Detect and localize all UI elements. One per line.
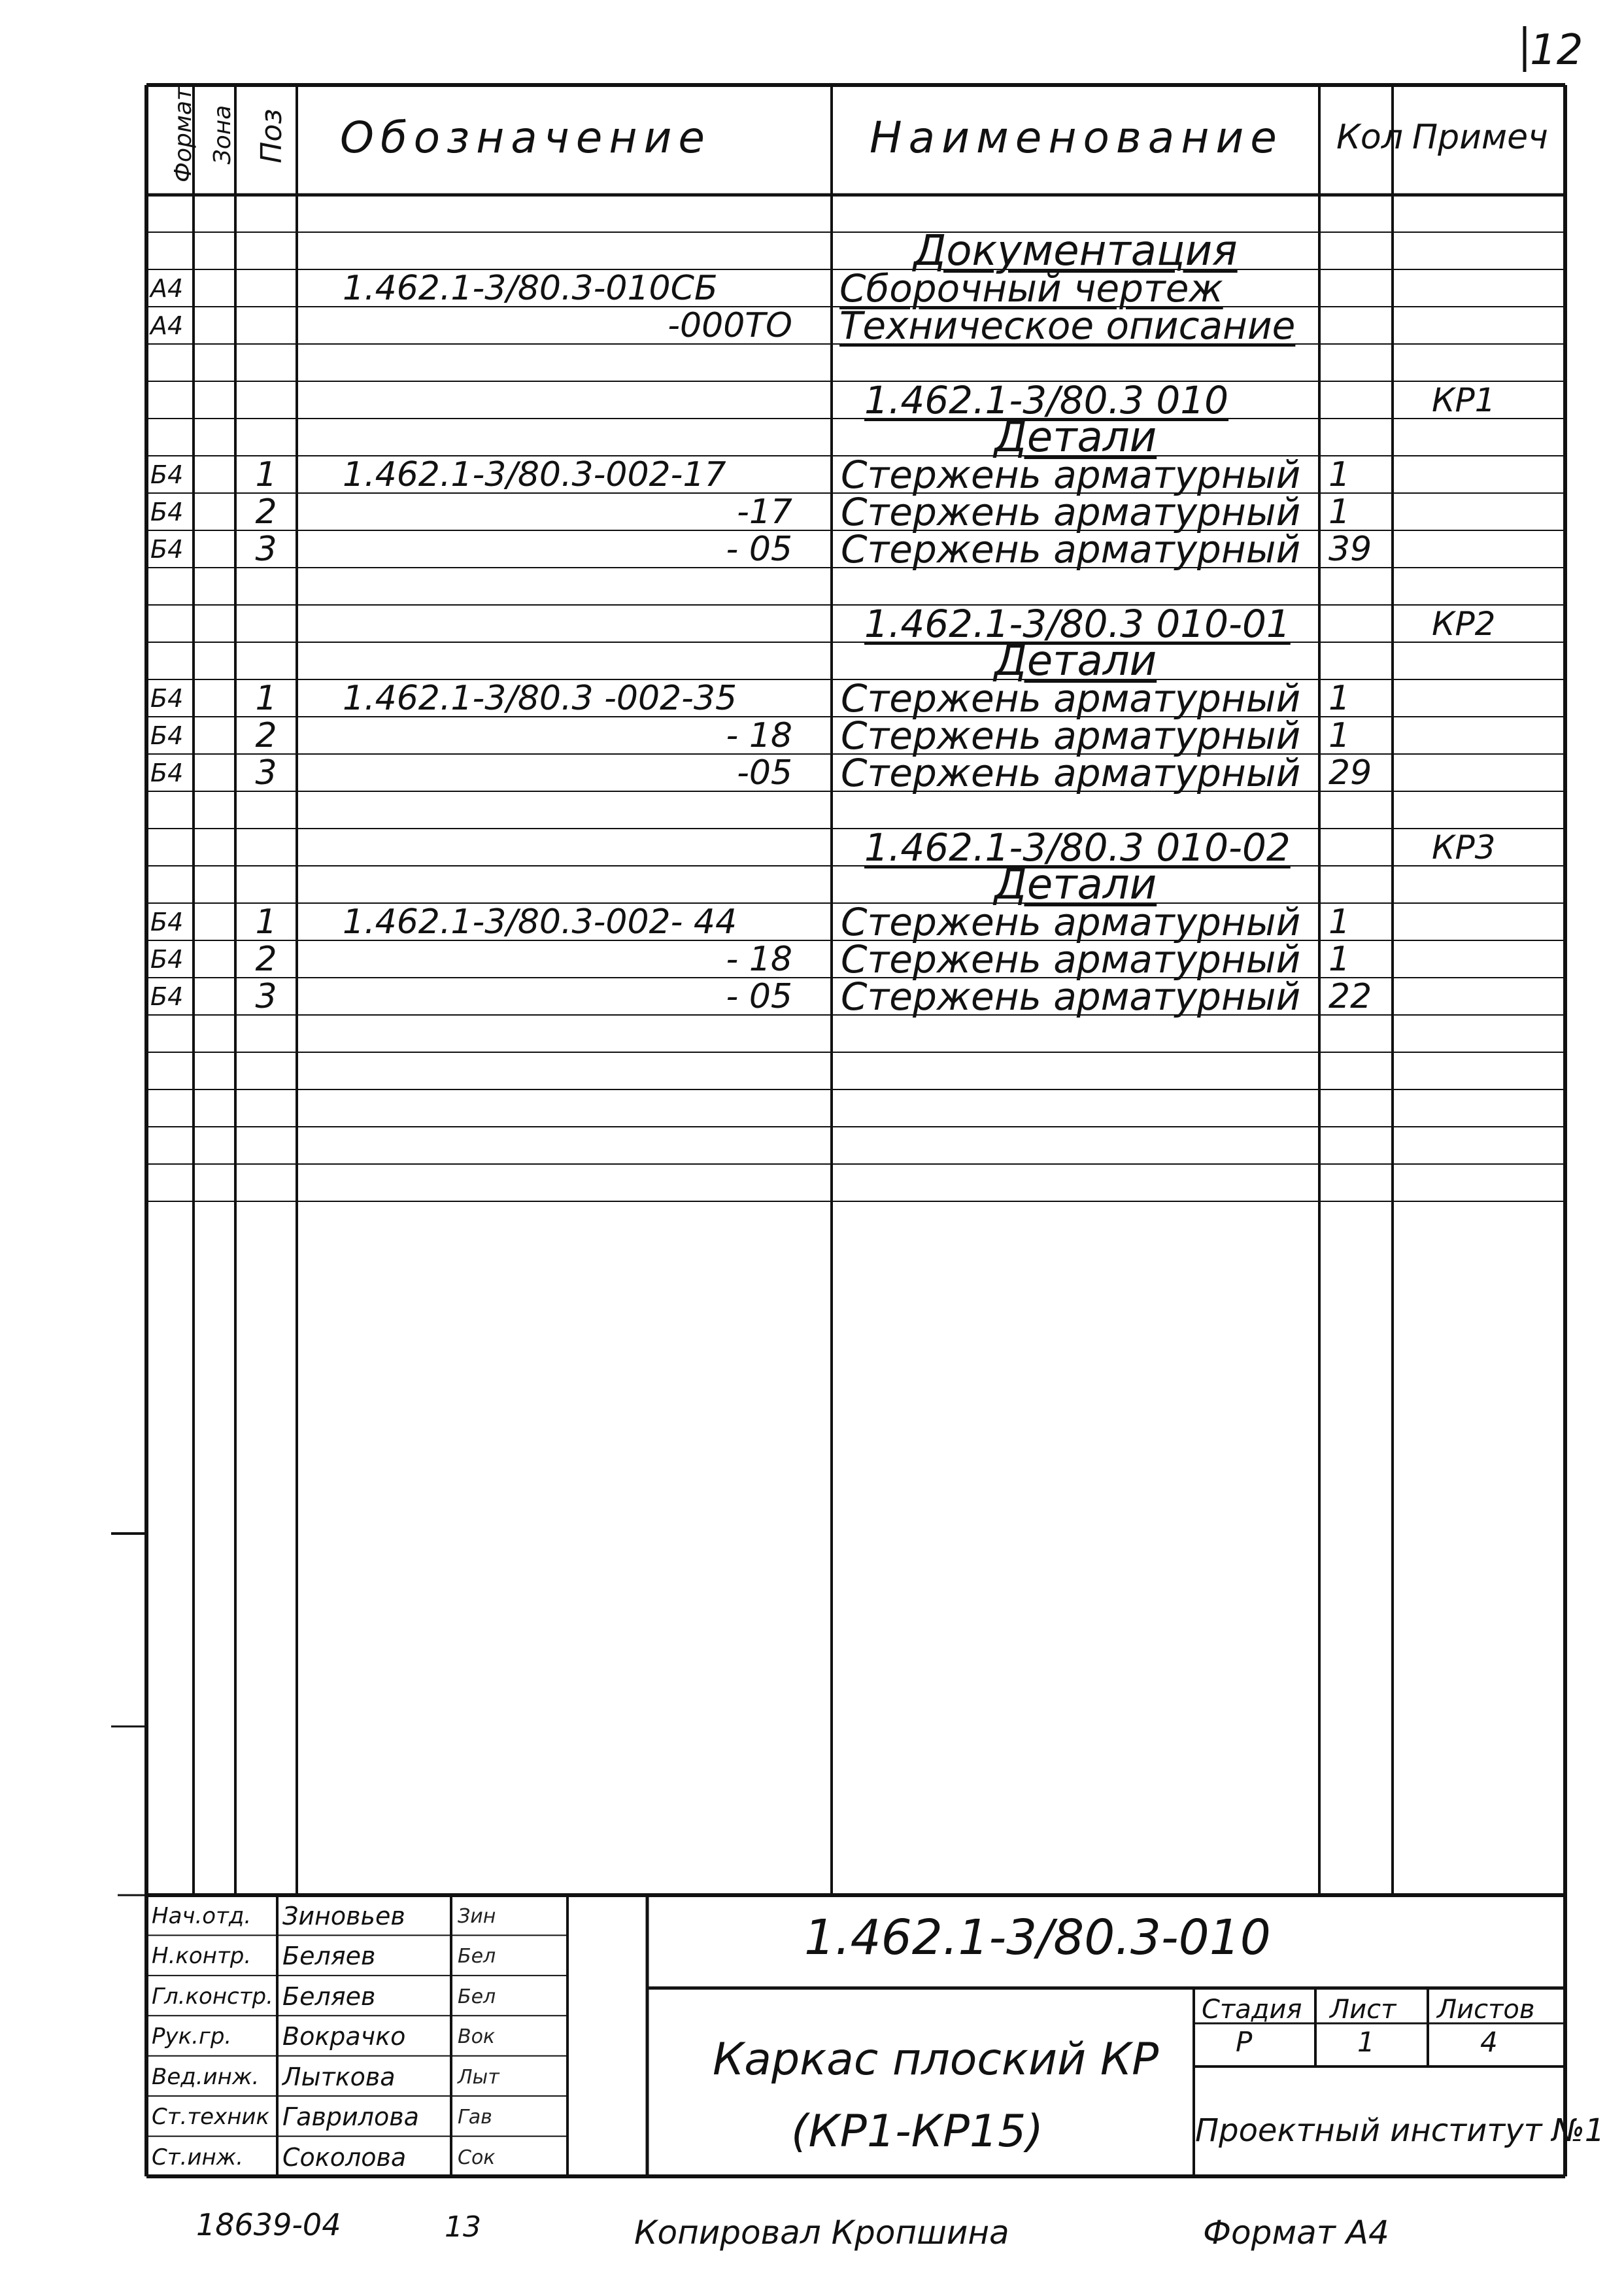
format-cell: А4 [150,273,184,303]
name-cell: 1.462.1-3/80.3 010 [864,377,1229,422]
name-cell: Стержень арматурный [841,489,1301,534]
page-number: 12 [1530,26,1583,75]
name-cell: Стержень арматурный [841,452,1301,497]
role-surname: Беляев [282,1981,376,2011]
format-cell: Б4 [150,534,184,564]
role-label: Нач.отд. [152,1903,252,1929]
copied-by: Копировал Кропшина [634,2214,1009,2252]
note-cell: КР2 [1432,604,1496,643]
position-cell: 1 [255,678,277,718]
name-cell: Детали [994,636,1157,685]
drawing-title-line2: (КР1-КР15) [791,2106,1043,2157]
designation-cell: - 05 [726,976,792,1016]
header-pos: Поз [255,109,288,163]
name-cell: Стержень арматурный [841,526,1301,572]
quantity-cell: 1 [1328,715,1351,755]
name-cell: Стержень арматурный [841,899,1301,944]
role-signature: Бел [458,1945,496,1968]
designation-cell: - 18 [726,715,792,755]
quantity-cell: 1 [1328,902,1351,942]
quantity-cell: 1 [1328,939,1351,979]
footer-page: 13 [445,2210,481,2244]
sheet-format: Формат А4 [1203,2214,1389,2252]
note-cell: КР1 [1432,381,1496,419]
quantity-cell: 1 [1328,492,1351,532]
designation-cell: -17 [737,492,792,532]
designation-cell: 1.462.1-3/80.3-002- 44 [343,902,737,942]
sheet-value: 1 [1357,2026,1375,2058]
role-label: Рук.гр. [152,2023,232,2050]
name-cell: Детали [994,413,1157,462]
name-cell: 1.462.1-3/80.3 010-02 [864,825,1291,870]
name-cell: Документация [913,226,1238,275]
position-cell: 1 [255,454,277,494]
quantity-cell: 39 [1328,529,1372,569]
role-label: Гл.констр. [152,1983,273,2010]
designation-cell: -05 [737,753,792,793]
quantity-cell: 1 [1328,454,1351,494]
document-code: 1.462.1-3/80.3-010 [804,1910,1271,1966]
role-surname: Гаврилова [282,2102,419,2132]
name-cell: Стержень арматурный [841,936,1301,982]
format-cell: Б4 [150,907,184,936]
role-label: Вед.инж. [152,2063,260,2090]
name-cell: Стержень арматурный [841,974,1301,1019]
name-cell: Стержень арматурный [841,750,1301,795]
organization: Проектный институт №1 [1195,2112,1605,2149]
quantity-cell: 1 [1328,678,1351,718]
format-cell: Б4 [150,758,184,787]
role-signature: Гав [458,2106,492,2129]
name-cell: Сборочный чертеж [839,266,1223,311]
format-cell: Б4 [150,460,184,489]
sheets-value: 4 [1480,2026,1498,2058]
role-label: Ст.инж. [152,2144,244,2170]
position-cell: 2 [255,715,277,755]
name-cell: Техническое описание [839,303,1296,348]
header-qty: Кол [1336,118,1403,157]
format-cell: Б4 [150,944,184,974]
stage-value: Р [1236,2026,1253,2058]
header-format: Формат [170,86,197,183]
header-name: Наименование [870,112,1283,163]
position-cell: 1 [255,902,277,942]
designation-cell: -000ТО [668,305,792,345]
position-cell: 3 [255,976,277,1016]
format-cell: А4 [150,311,184,340]
position-cell: 2 [255,492,277,532]
role-signature: Зин [458,1905,496,1928]
role-surname: Беляев [282,1942,376,1971]
designation-cell: 1.462.1-3/80.3 -002-35 [343,678,737,718]
position-cell: 3 [255,753,277,793]
role-surname: Зиновьев [282,1902,405,1930]
name-cell: Детали [994,860,1157,909]
header-zone: Зона [209,105,236,165]
position-cell: 2 [255,939,277,979]
header-note: Примеч [1412,118,1548,157]
role-surname: Вокрачко [282,2022,406,2051]
format-cell: Б4 [150,982,184,1011]
role-label: Н.контр. [152,1943,252,1970]
quantity-cell: 22 [1328,976,1372,1016]
role-surname: Соколова [282,2142,407,2172]
name-cell: Стержень арматурный [841,713,1301,758]
stage-label: Стадия [1202,1995,1302,2025]
sheets-label: Листов [1437,1995,1535,2025]
inventory-number: 18639-04 [196,2207,341,2242]
role-label: Ст.техник [152,2104,270,2131]
designation-cell: - 05 [726,529,792,569]
format-cell: Б4 [150,721,184,750]
role-surname: Лыткова [282,2062,396,2091]
drawing-title-line1: Каркас плоский КР [713,2034,1159,2085]
designation-cell: 1.462.1-3/80.3-002-17 [343,454,726,494]
designation-cell: 1.462.1-3/80.3-010СБ [343,268,718,308]
role-signature: Сок [458,2146,496,2169]
name-cell: 1.462.1-3/80.3 010-01 [864,601,1291,646]
quantity-cell: 29 [1328,753,1372,793]
name-cell: Стержень арматурный [841,676,1301,721]
header-designation: Обозначение [340,112,711,163]
role-signature: Бел [458,1985,496,2008]
designation-cell: - 18 [726,939,792,979]
position-cell: 3 [255,529,277,569]
role-signature: Вок [458,2025,496,2049]
format-cell: Б4 [150,497,184,526]
role-signature: Лыт [458,2065,499,2089]
sheet-label: Лист [1330,1995,1396,2025]
note-cell: КР3 [1432,828,1496,866]
format-cell: Б4 [150,683,184,713]
